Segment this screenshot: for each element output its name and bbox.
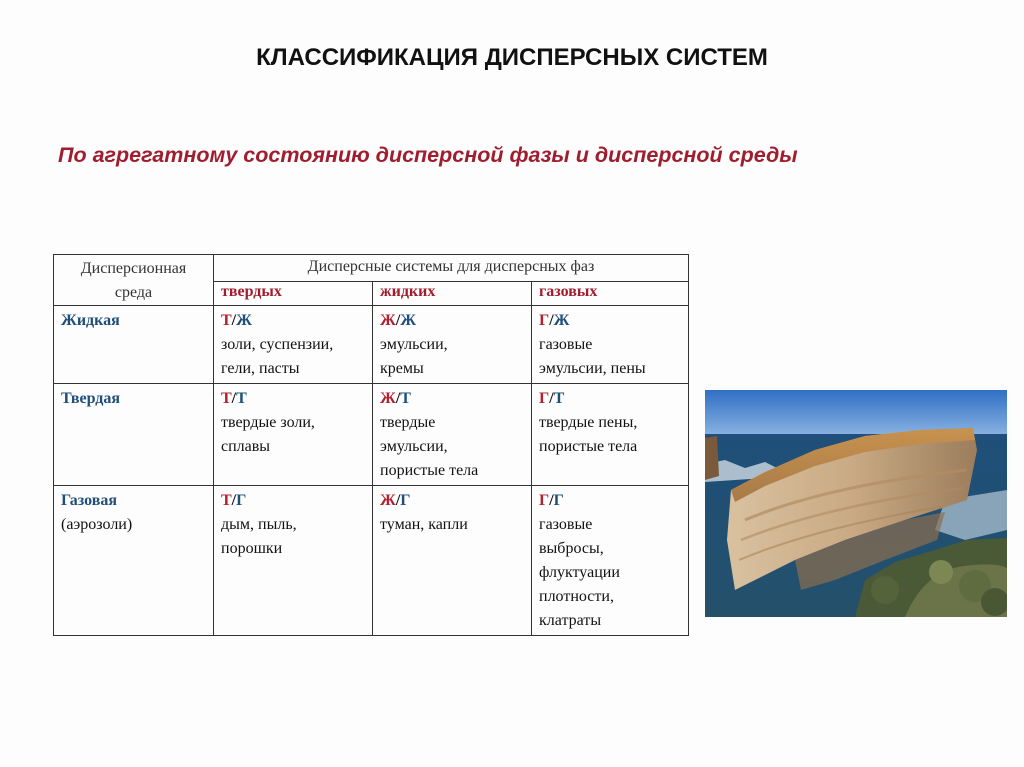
table-cell: [214, 306, 373, 384]
phases-span-header: Дисперсные системы для дисперсных фаз: [214, 255, 689, 282]
slide-title: КЛАССИФИКАЦИЯ ДИСПЕРСНЫХ СИСТЕМ: [256, 44, 768, 71]
medium-cell-liquid: [54, 306, 214, 384]
system-code: Ж/Т: [380, 390, 411, 407]
cell-text-line: эмульсии,: [380, 438, 448, 455]
system-code: Ж/Ж: [380, 312, 417, 329]
cell-text-line: кремы: [380, 360, 424, 377]
table-cell: [532, 384, 689, 486]
corner-header-line2: среда: [114, 284, 153, 301]
coastal-cliff-photo: [705, 390, 1007, 617]
cell-text-line: золи, суспензии,: [221, 336, 334, 353]
corner-header-cell: [54, 255, 214, 306]
table-cell: [532, 486, 689, 636]
cell-text-line: плотности,: [539, 588, 614, 605]
system-code: Т/Ж: [221, 312, 252, 329]
cell-text-line: дым, пыль,: [221, 516, 297, 533]
cell-text-line: гели, пасты: [221, 360, 300, 377]
phase-header-liquid: жидких: [373, 281, 532, 305]
cell-text-line: клатраты: [539, 612, 602, 629]
table-header-row: [54, 255, 689, 282]
cell-text-line: выбросы,: [539, 540, 604, 557]
table-cell: [214, 486, 373, 636]
medium-cell-gas: [54, 486, 214, 636]
medium-sublabel: (аэрозоли): [61, 516, 133, 533]
cell-text-line: туман, капли: [380, 516, 468, 533]
cell-text-line: твердые золи,: [221, 414, 315, 431]
table-cell: [373, 384, 532, 486]
cell-text-line: порошки: [221, 540, 283, 557]
table-row: [54, 384, 689, 486]
cell-text-line: эмульсии, пены: [539, 360, 646, 377]
table-cell: [532, 306, 689, 384]
cell-text-line: пористые тела: [380, 462, 479, 479]
medium-cell-solid: [54, 384, 214, 486]
medium-label: Газовая: [61, 492, 118, 509]
cell-text-line: сплавы: [221, 438, 271, 455]
table-cell: [373, 306, 532, 384]
system-code: Т/Т: [221, 390, 247, 407]
table-cell: [373, 486, 532, 636]
cell-text-line: газовые: [539, 516, 593, 533]
medium-label: Твердая: [61, 390, 121, 407]
table-cell: [214, 384, 373, 486]
cell-text-line: флуктуации: [539, 564, 620, 581]
classification-table: [53, 254, 689, 636]
corner-header-line1: Дисперсионная: [80, 260, 187, 277]
cell-text-line: газовые: [539, 336, 593, 353]
cell-text-line: твердые пены,: [539, 414, 638, 431]
table-row: [54, 486, 689, 636]
system-code: Т/Г: [221, 492, 247, 509]
cell-text-line: пористые тела: [539, 438, 638, 455]
table-row: [54, 306, 689, 384]
phase-header-gas: газовых: [532, 281, 689, 305]
cell-text-line: эмульсии,: [380, 336, 448, 353]
system-code: Ж/Г: [380, 492, 411, 509]
system-code: Г/Т: [539, 390, 565, 407]
system-code: Г/Г: [539, 492, 564, 509]
slide-subtitle: По агрегатному состоянию дисперсной фазы и дисперсной среды: [58, 143, 798, 167]
cell-text-line: твердые: [380, 414, 436, 431]
system-code: Г/Ж: [539, 312, 570, 329]
medium-label: Жидкая: [61, 312, 120, 329]
phase-header-solid: твердых: [214, 281, 373, 305]
